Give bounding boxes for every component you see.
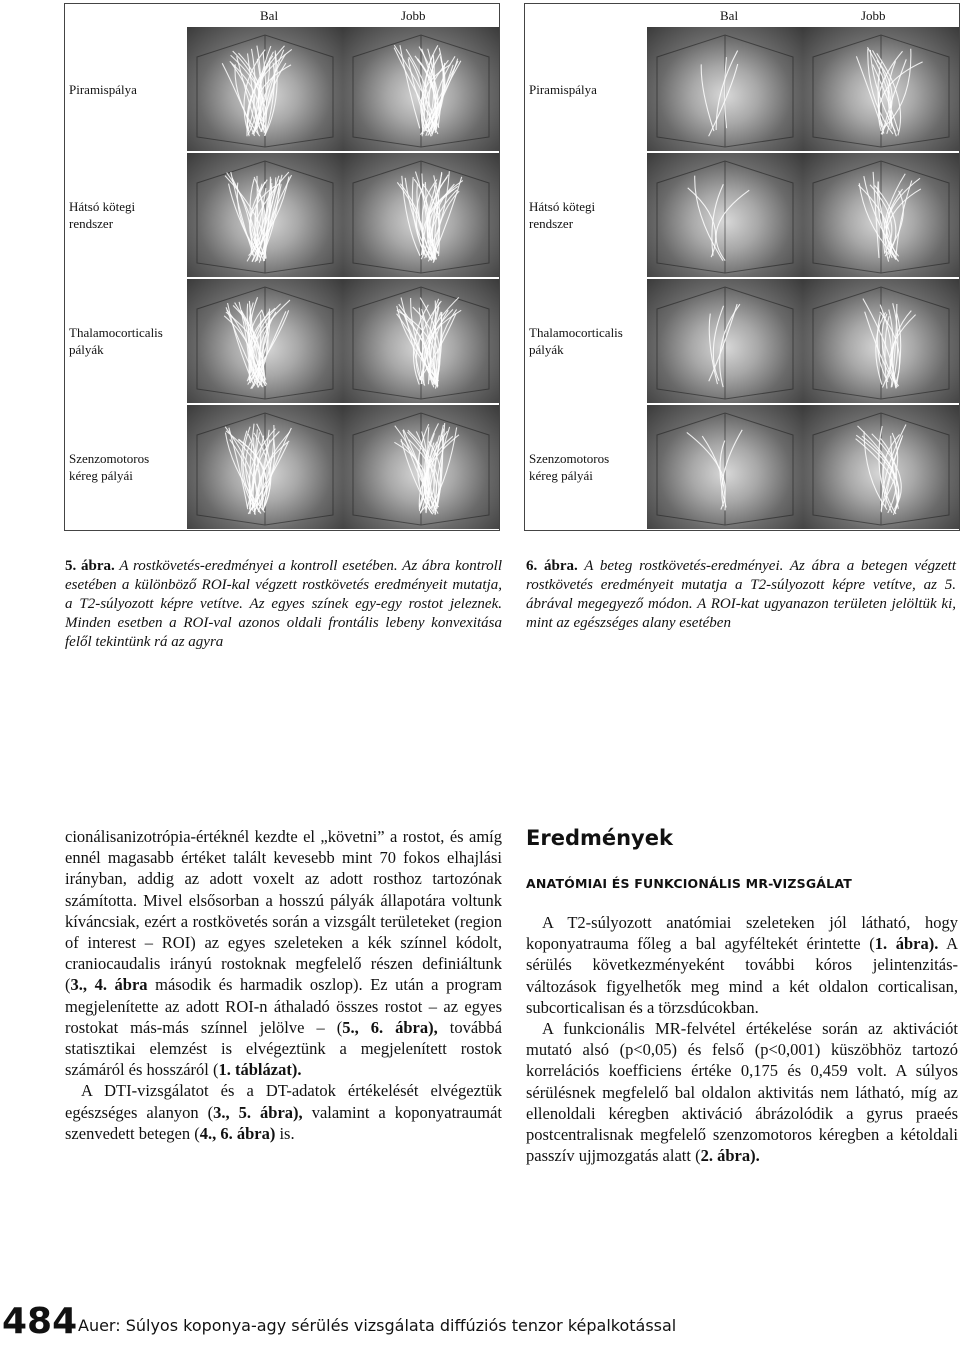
tractography-image [343, 405, 499, 529]
text-run: A T2-súlyozott anatómiai szeleteken jól látható, hogy koponyatrauma főleg a bal agyféltekét érintette ( [526, 913, 958, 954]
column-label-right: Jobb [401, 8, 426, 23]
fiber-tracts [187, 279, 343, 403]
figure-reference: 1. ábra). [874, 934, 939, 954]
tractography-image [187, 27, 343, 151]
text-run: A DTI-vizsgálatot és a DT-adatok értékelését elvégeztük egészséges alanyon ( [65, 1081, 502, 1122]
tractography-image [803, 279, 959, 403]
section-heading: Eredmények [526, 826, 673, 850]
text-run: valamint a koponyatraumát szenvedett betegen ( [65, 1102, 502, 1143]
caption-text: A rostkövetés-eredményei a kontroll esetében. Az ábra kontroll esetében a különböző ROI-kal végzett rostkövetés eredményeit mutatja, a T2-súlyozott képre vetítve. Az egyes színek egy-egy rostot jeleznek. Minden esetben a ROI-val azonos oldali frontális lebeny konvexitása felől tekintünk rá az agyra [65, 558, 503, 650]
figure-6-row-thalamocortical [525, 278, 959, 404]
row-label: Hátsó kötegi rendszer [69, 199, 136, 231]
figure-5-row-dorsal-column [65, 152, 499, 278]
row-label: Szenzomotoros kéreg pályái [529, 451, 610, 483]
body-column-right [526, 826, 958, 1166]
fiber-tracts [803, 405, 959, 529]
fiber-tracts [343, 27, 499, 151]
fiber-tracts [803, 153, 959, 277]
fiber-tracts [343, 405, 499, 529]
column-label-left: Bal [720, 8, 739, 23]
row-label: Hátsó kötegi rendszer [529, 199, 596, 231]
fiber-tracts [803, 27, 959, 151]
fiber-tracts [187, 405, 343, 529]
figure-reference: 4., 6. ábra) [199, 1123, 276, 1143]
tractography-image [647, 27, 803, 151]
row-label: Piramispálya [69, 81, 137, 97]
caption-lead: 6. ábra. [526, 558, 578, 574]
fiber-tracts [187, 27, 343, 151]
row-label: Thalamocorticalis pályák [529, 325, 623, 357]
text-run: A funkcionális MR-felvétel értékelése során az aktivációt mutató alsó (p<0,05) és felső (p<0,001) küszöbhöz tartozó korrelációs koefficiens értéke 0,175 és 0,459 volt. A súlyos sérülésnek megfelelő bal oldalon aktivitás nem látható, míg az ellenoldali kéregben aktiváció ábrázolódik a gyrus praeés postcentralisnak megfelelő szenzomotoros kéregben a kétoldali passzív ujjmozgatás alatt ( [526, 1019, 958, 1166]
figure-6-caption [526, 557, 956, 633]
paragraph [65, 826, 502, 1080]
tractography-image [343, 153, 499, 277]
figure-6-header [525, 4, 959, 26]
paragraph [526, 912, 958, 1018]
tractography-image [187, 279, 343, 403]
fiber-tract-line [695, 176, 723, 261]
column-label-right: Jobb [861, 8, 886, 23]
figure-6-row-dorsal-column [525, 152, 959, 278]
caption-text: A beteg rostkövetés-eredményei. Az ábra a betegen végzett rostkövetés eredményeit mutatja a T2-súlyozott képre vetítve, az 5. ábrával megegyező módon. A ROI-kat ugyanazon területen jelöltük ki, mint az egészséges alany esetében [526, 558, 956, 631]
row-label: Thalamocorticalis pályák [69, 325, 163, 357]
tractography-image [187, 153, 343, 277]
fiber-tract-line [716, 190, 749, 260]
text-run: továbbá statisztikai elemzést is elvégeztünk a megjelenített rostok számáról és hosszáról ( [65, 1017, 502, 1080]
tractography-image [803, 153, 959, 277]
caption-lead: 5. ábra. [65, 558, 115, 574]
fiber-tracts [647, 27, 803, 151]
text-run: cionálisanizotrópia-értéknél kezdte el „követni” a rostot, és amíg ennél magasabb értéket talált kevesebb mint 70 fokos elhajlási irányban, addig az adott voxelt az adott rosthoz tartozónak számította. Mivel elsősorban a hosszú pályák állapotára voltunk kíváncsiak, ezért a rostkövetés során a vizsgált területeket (region of interest – ROI) az egyes szeleteken a kék színnel kódolt, craniocaudalis irányú rostoknak megfelelő részen definiáltunk ( [65, 827, 502, 995]
fiber-tract-line [688, 188, 716, 257]
fiber-tract-line [248, 53, 258, 128]
figure-5-row-thalamocortical [65, 278, 499, 404]
running-title: Auer: Súlyos koponya-agy sérülés vizsgálata diffúziós tenzor képalkotással [78, 1316, 677, 1335]
body-column-left [65, 826, 502, 1144]
figure-6-row-sensorimotor [525, 404, 959, 530]
fiber-tracts [647, 405, 803, 529]
figure-5-row-sensorimotor [65, 404, 499, 530]
fiber-tract-line [716, 51, 737, 130]
figure-reference: 2. ábra). [700, 1146, 760, 1166]
figure-5-header [65, 4, 499, 26]
fiber-tracts [647, 153, 803, 277]
fiber-tracts [343, 279, 499, 403]
tractography-image [647, 153, 803, 277]
fiber-tracts [647, 279, 803, 403]
paragraph [526, 1018, 958, 1166]
tractography-image [187, 405, 343, 529]
fiber-tracts [803, 279, 959, 403]
figure-5-row-pyramidal [65, 26, 499, 152]
fiber-tract-line [709, 64, 738, 136]
figure-5 [64, 3, 500, 531]
subsection-heading: ANATÓMIAI ÉS FUNKCIONÁLIS MR-VIZSGÁLAT [526, 876, 852, 891]
figure-reference: 3., 4. ábra [70, 975, 148, 995]
table-reference: 1. táblázat). [218, 1060, 302, 1080]
fiber-tracts [343, 153, 499, 277]
text-run: második és harmadik oszlop). Ez után a program megjelenítette az adott ROI-n áthaladó összes rostot – az egyes rostokat más-más színnel jelölve – ( [65, 975, 502, 1037]
fiber-tract-line [421, 297, 459, 385]
text-run: is. [275, 1123, 295, 1143]
figure-reference: 5., 6. ábra), [342, 1017, 438, 1037]
tractography-image [803, 27, 959, 151]
column-label-left: Bal [260, 8, 279, 23]
figure-6 [524, 3, 960, 531]
paragraph [65, 1080, 502, 1144]
tractography-image [343, 279, 499, 403]
row-label: Szenzomotoros kéreg pályái [69, 451, 150, 483]
fiber-tracts [187, 153, 343, 277]
figure-5-caption [65, 557, 502, 652]
page-footer [0, 1302, 960, 1342]
tractography-image [647, 279, 803, 403]
text-run: A sérülés következményeként további kóros jelintenzitás-változások figyelhetők meg mind a két oldalon corticalisan, subcorticalisan és a törzsdúcokban. [526, 934, 958, 1017]
tractography-image [803, 405, 959, 529]
tractography-image [343, 27, 499, 151]
figure-reference: 3., 5. ábra), [213, 1102, 303, 1122]
page-number: 484 [2, 1301, 78, 1342]
fiber-tract-line [701, 64, 714, 131]
row-label: Piramispálya [529, 81, 597, 97]
figure-6-row-pyramidal [525, 26, 959, 152]
tractography-image [647, 405, 803, 529]
